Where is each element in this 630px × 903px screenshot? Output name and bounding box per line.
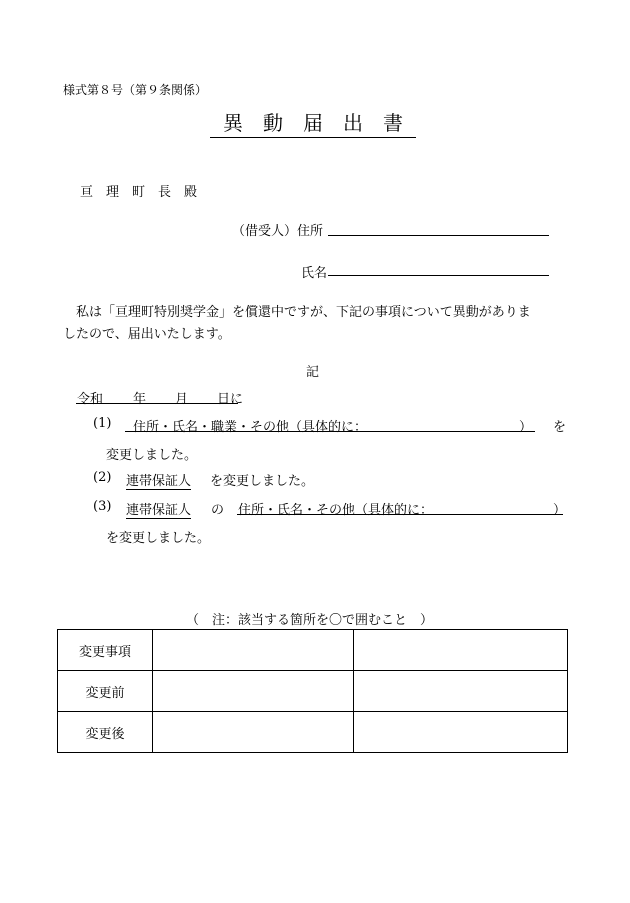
table-cell[interactable] <box>354 671 568 712</box>
item1-number: (1) <box>93 416 112 431</box>
table-row <box>58 712 568 753</box>
body-text-line2: したので、届出いたします。 <box>63 327 231 342</box>
item2-target: 連帯保証人 <box>126 470 191 490</box>
item3-continuation: を変更しました。 <box>106 531 211 546</box>
item3-close: ） <box>553 503 567 518</box>
item3-number: (3) <box>93 499 112 514</box>
item3-particle: の <box>211 503 225 518</box>
table-cell[interactable] <box>153 712 354 753</box>
address-label: （借受人）住所 <box>232 224 324 239</box>
item3-text: 住所・氏名・その他（具体的に： <box>238 503 434 518</box>
item1-close: ） <box>519 420 533 435</box>
item1-text: 住所・氏名・職業・その他（具体的に： <box>133 420 368 435</box>
table-cell[interactable] <box>153 630 354 671</box>
form-number: 様式第８号（第９条関係） <box>63 83 208 97</box>
addressee: 亘 理 町 長 殿 <box>80 185 198 200</box>
table-row <box>58 671 568 712</box>
note-text: （ 注：該当する箇所を〇で囲むこと ） <box>186 613 434 628</box>
date-year: 年 <box>133 392 147 407</box>
change-table <box>57 629 568 753</box>
body-text-line1: 私は「亘理町特別奨学金」を償還中ですが、下記の事項について異動がありま <box>63 305 531 320</box>
table-cell[interactable] <box>354 712 568 753</box>
item1-continuation: 変更しました。 <box>106 448 198 463</box>
item1-wo: を <box>553 420 567 435</box>
ki-label: 記 <box>306 365 320 380</box>
item3-target: 連帯保証人 <box>126 499 191 519</box>
item2-number: (2) <box>93 470 112 485</box>
row-label-before: 変更前 <box>58 671 153 712</box>
date-day: 日に <box>217 392 244 407</box>
table-cell[interactable] <box>153 671 354 712</box>
date-era: 令和 <box>77 392 104 407</box>
row-label-change-item: 変更事項 <box>58 630 153 671</box>
table-cell[interactable] <box>354 630 568 671</box>
row-label-after: 変更後 <box>58 712 153 753</box>
name-field[interactable] <box>328 275 549 276</box>
item2-text: を変更しました。 <box>210 474 315 489</box>
document-title: 異 動 届 出 書 <box>210 107 416 138</box>
address-field[interactable] <box>328 235 549 236</box>
table-row <box>58 630 568 671</box>
date-month: 月 <box>175 392 189 407</box>
name-label: 氏名 <box>301 266 328 281</box>
